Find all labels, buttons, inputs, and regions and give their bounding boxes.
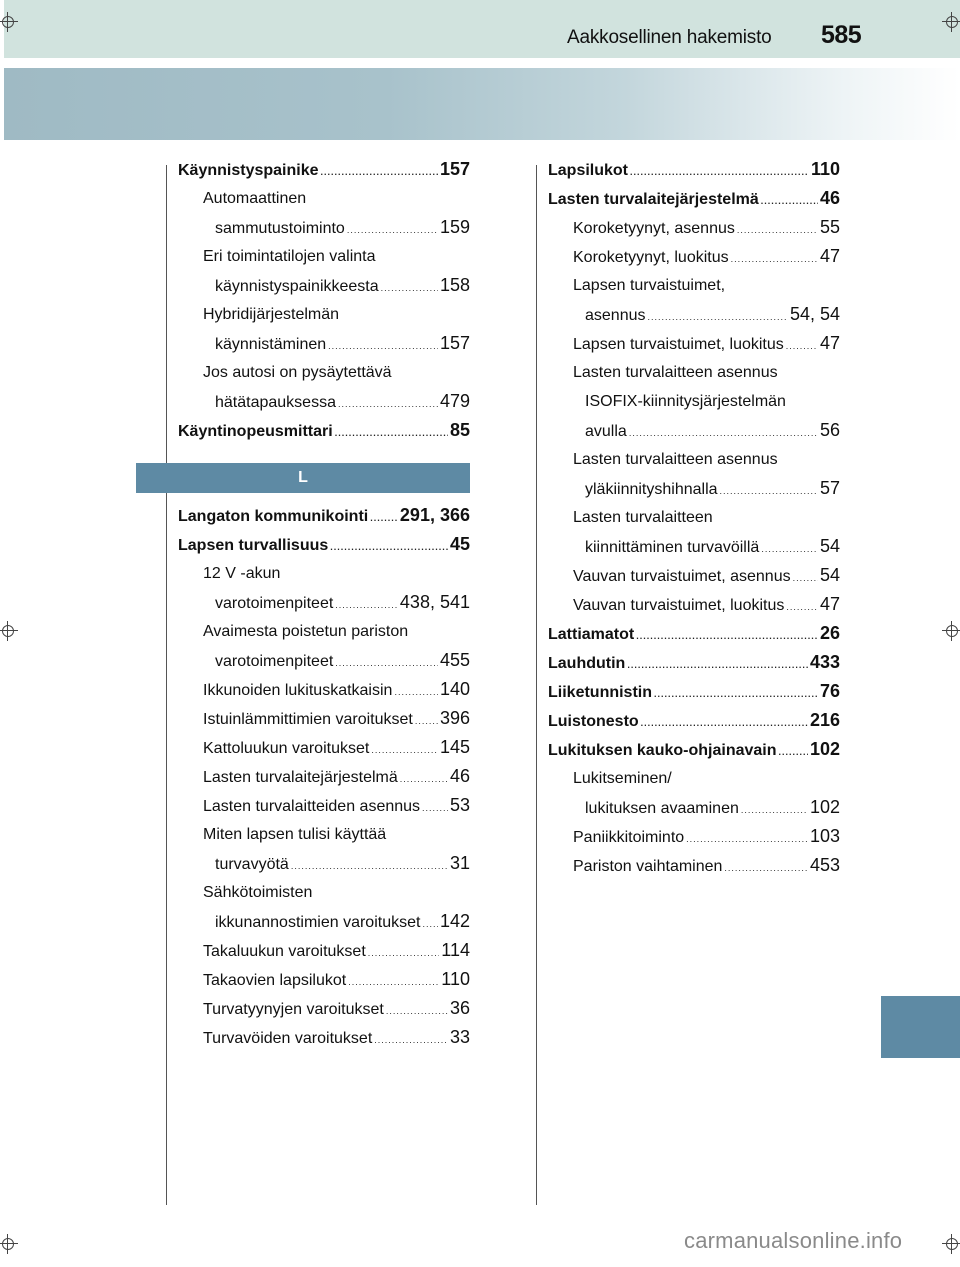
index-entry-label: Automaattinen: [203, 190, 307, 207]
index-entry: [548, 648, 840, 677]
index-entry-label: Lasten turvalaitejärjestelmä: [548, 191, 759, 208]
header-bar: [4, 0, 960, 58]
index-entry-label: ikkunannostimien varoitukset: [215, 914, 421, 931]
index-entry-page: 157: [439, 159, 470, 179]
index-entry-page: 140: [439, 679, 470, 699]
index-entry: [178, 675, 470, 704]
index-entry-page: 455: [439, 650, 470, 670]
index-entry-page: 45: [449, 534, 470, 554]
index-entry-label: Käyntinopeusmittari: [178, 423, 333, 440]
index-entry: [178, 588, 470, 617]
index-list-k: [178, 155, 470, 445]
index-entry-label: Avaimesta poistetun pariston: [203, 623, 409, 640]
index-entry-label: Lapsen turvaistuimet,: [573, 277, 726, 294]
index-entry: [178, 733, 470, 762]
dot-leader: [422, 910, 438, 939]
index-entry: [178, 213, 470, 242]
index-entry: [178, 994, 470, 1023]
index-entry: [178, 849, 470, 878]
index-entry-page: 85: [449, 420, 470, 440]
index-entry: [178, 820, 470, 849]
index-entry-page: 158: [439, 275, 470, 295]
index-entry-page: 54, 54: [789, 304, 840, 324]
index-entry-label: Kattoluukun varoitukset: [203, 740, 370, 757]
index-entry-page: 54: [819, 565, 840, 585]
index-entry-label: Lukitseminen/: [573, 770, 672, 787]
index-entry: [548, 271, 840, 300]
index-entry: [548, 706, 840, 735]
index-entry: [178, 762, 470, 791]
dot-leader: [761, 535, 818, 564]
index-entry: [548, 387, 840, 416]
index-entry-page: 47: [819, 594, 840, 614]
index-entry-page: 102: [809, 797, 840, 817]
dot-leader: [348, 968, 439, 997]
dot-leader: [786, 593, 818, 622]
index-entry: [178, 184, 470, 213]
index-entry: [178, 965, 470, 994]
index-entry-label: Vauvan turvaistuimet, luokitus: [573, 597, 785, 614]
dot-leader: [291, 852, 448, 881]
index-entry-label: Jos autosi on pysäytettävä: [203, 364, 392, 381]
index-entry: [178, 242, 470, 271]
index-entry: [178, 559, 470, 588]
registration-mark-icon: [942, 1234, 960, 1254]
index-entry-label: hätätapauksessa: [215, 394, 336, 411]
dot-leader: [374, 1026, 448, 1055]
index-entry-label: käynnistäminen: [215, 336, 327, 353]
index-entry-page: 31: [449, 853, 470, 873]
index-entry-page: 46: [449, 766, 470, 786]
dot-leader: [793, 564, 818, 593]
registration-mark-icon: [942, 12, 960, 32]
index-entry-label: Lasten turvalaitteiden asennus: [203, 798, 421, 815]
index-entry-label: Lasten turvalaitejärjestelmä: [203, 769, 398, 786]
index-entry-page: 159: [439, 217, 470, 237]
index-entry-page: 57: [819, 478, 840, 498]
dot-leader: [335, 419, 448, 448]
index-entry-label: Lasten turvalaitteen: [573, 509, 713, 526]
dot-leader: [400, 765, 448, 794]
registration-mark-icon: [942, 621, 960, 641]
index-entry: [548, 300, 840, 329]
index-entry: [548, 474, 840, 503]
index-entry-label: ISOFIX-kiinnitysjärjestelmän: [585, 393, 786, 410]
index-entry: [178, 907, 470, 936]
column-rule-right: [536, 165, 537, 1205]
index-entry-page: 479: [439, 391, 470, 411]
index-entry-page: 157: [439, 333, 470, 353]
index-entry: [178, 791, 470, 820]
index-entry-label: Pariston vaihtaminen: [573, 858, 723, 875]
page-number: 585: [821, 21, 862, 49]
dot-leader: [731, 245, 818, 274]
index-entry: [178, 271, 470, 300]
dot-leader: [381, 274, 438, 303]
index-entry: [548, 416, 840, 445]
index-entry: [548, 793, 840, 822]
index-entry: [178, 387, 470, 416]
index-entry: [548, 851, 840, 880]
index-entry: [548, 213, 840, 242]
index-entry: [548, 764, 840, 793]
index-entry-label: Lapsen turvallisuus: [178, 537, 329, 554]
dot-leader: [741, 796, 808, 825]
index-entry: [548, 619, 840, 648]
dot-leader: [335, 649, 438, 678]
index-entry-label: Langaton kommunikointi: [178, 508, 369, 525]
index-entry-label: Turvavöiden varoitukset: [203, 1030, 373, 1047]
index-entry: [178, 329, 470, 358]
index-entry-page: 110: [441, 969, 470, 989]
registration-mark-icon: [0, 621, 18, 641]
dot-leader: [347, 216, 438, 245]
index-column-left: [178, 155, 470, 1052]
dot-leader: [786, 332, 818, 361]
index-entry-page: 102: [809, 739, 840, 759]
index-entry: [178, 530, 470, 559]
index-entry-label: Sähkötoimisten: [203, 884, 313, 901]
index-entry-label: Lukituksen kauko-ohjainavain: [548, 742, 777, 759]
index-entry-page: 47: [819, 246, 840, 266]
index-entry: [548, 735, 840, 764]
index-entry-page: 216: [809, 710, 840, 730]
registration-mark-icon: [0, 12, 18, 32]
index-entry-label: Luistonesto: [548, 713, 639, 730]
index-list-l-continued: [548, 155, 840, 880]
index-entry-label: varotoimenpiteet: [215, 595, 334, 612]
index-entry: [548, 677, 840, 706]
index-entry-label: Vauvan turvaistuimet, asennus: [573, 568, 791, 585]
index-entry-page: 56: [819, 420, 840, 440]
index-entry-label: 12 V -akun: [203, 565, 281, 582]
index-entry-page: 114: [441, 940, 470, 960]
index-entry-label: Takaovien lapsilukot: [203, 972, 347, 989]
dot-leader: [394, 678, 438, 707]
index-entry: [548, 155, 840, 184]
index-entry-label: avulla: [585, 423, 627, 440]
index-entry-label: lukituksen avaaminen: [585, 800, 739, 817]
index-entry-label: turvavyötä: [215, 856, 289, 873]
index-entry-page: 396: [439, 708, 470, 728]
dot-leader: [630, 158, 809, 187]
header-gradient-band: [4, 68, 960, 140]
index-entry-label: Lauhdutin: [548, 655, 626, 672]
index-entry-page: 76: [819, 681, 840, 701]
index-entry: [178, 617, 470, 646]
watermark-text: carmanualsonline.info: [684, 1228, 903, 1253]
index-entry-page: 453: [809, 855, 840, 875]
dot-leader: [338, 390, 438, 419]
index-entry-page: 145: [439, 737, 470, 757]
dot-leader: [761, 187, 818, 216]
index-entry: [548, 184, 840, 213]
dot-leader: [368, 939, 440, 968]
index-entry-label: Hybridijärjestelmän: [203, 306, 340, 323]
index-entry: [178, 358, 470, 387]
index-entry-label: kiinnittäminen turvavöillä: [585, 539, 760, 556]
index-entry: [178, 416, 470, 445]
index-entry-label: Lattiamatot: [548, 626, 635, 643]
index-entry-label: sammutustoiminto: [215, 220, 345, 237]
index-entry-label: Lapsilukot: [548, 162, 629, 179]
index-entry-label: Istuinlämmittimien varoitukset: [203, 711, 413, 728]
index-entry: [548, 822, 840, 851]
dot-leader: [321, 158, 438, 187]
index-column-right: [548, 155, 840, 880]
index-entry-label: Käynnistyspainike: [178, 162, 319, 179]
dot-leader: [654, 680, 818, 709]
index-entry: [548, 358, 840, 387]
dot-leader: [370, 504, 398, 533]
index-entry-page: 142: [439, 911, 470, 931]
index-entry-page: 54: [819, 536, 840, 556]
column-rule-left: [166, 165, 167, 1205]
dot-leader: [648, 303, 788, 332]
index-entry-page: 33: [449, 1027, 470, 1047]
index-entry: [178, 878, 470, 907]
dot-leader: [415, 707, 438, 736]
index-entry-label: yläkiinnityshihnalla: [585, 481, 718, 498]
index-entry: [178, 704, 470, 733]
index-entry-label: Turvatyynyjen varoitukset: [203, 1001, 384, 1018]
index-entry-label: Takaluukun varoitukset: [203, 943, 366, 960]
index-entry-page: 433: [809, 652, 840, 672]
dot-leader: [386, 997, 448, 1026]
index-entry: [548, 532, 840, 561]
index-entry: [548, 329, 840, 358]
dot-leader: [686, 825, 808, 854]
index-entry: [548, 242, 840, 271]
section-letter-band: L: [136, 463, 470, 493]
index-entry-label: käynnistyspainikkeesta: [215, 278, 379, 295]
index-entry: [548, 445, 840, 474]
registration-mark-icon: [0, 1234, 18, 1254]
index-entry-label: Liiketunnistin: [548, 684, 652, 701]
index-entry: [178, 300, 470, 329]
index-entry-page: 55: [819, 217, 840, 237]
dot-leader: [779, 738, 808, 767]
index-entry-page: 46: [819, 188, 840, 208]
dot-leader: [328, 332, 438, 361]
index-entry-label: Koroketyynyt, asennus: [573, 220, 735, 237]
index-entry-page: 291, 366: [399, 505, 470, 525]
index-entry: [178, 155, 470, 184]
index-entry: [178, 646, 470, 675]
dot-leader: [737, 216, 818, 245]
dot-leader: [636, 622, 818, 651]
dot-leader: [330, 533, 448, 562]
dot-leader: [641, 709, 808, 738]
dot-leader: [629, 419, 818, 448]
index-entry-label: Ikkunoiden lukituskatkaisin: [203, 682, 393, 699]
dot-leader: [720, 477, 818, 506]
index-entry-label: Miten lapsen tulisi käyttää: [203, 826, 387, 843]
dot-leader: [422, 794, 448, 823]
index-entry-page: 110: [810, 159, 840, 179]
index-entry-page: 438, 541: [399, 592, 470, 612]
index-entry-label: Lapsen turvaistuimet, luokitus: [573, 336, 784, 353]
chapter-side-tab: [881, 996, 960, 1058]
index-entry-page: 47: [819, 333, 840, 353]
dot-leader: [724, 854, 808, 883]
index-entry-label: Koroketyynyt, luokitus: [573, 249, 729, 266]
index-entry: [548, 561, 840, 590]
dot-leader: [335, 591, 398, 620]
page-header-title: Aakkosellinen hakemisto: [567, 27, 772, 48]
index-list-l: [178, 501, 470, 1052]
index-entry-label: asennus: [585, 307, 646, 324]
dot-leader: [371, 736, 438, 765]
dot-leader: [627, 651, 808, 680]
index-entry-page: 103: [809, 826, 840, 846]
index-entry-page: 36: [449, 998, 470, 1018]
index-entry: [178, 1023, 470, 1052]
index-entry: [548, 503, 840, 532]
index-entry: [178, 501, 470, 530]
index-entry-page: 53: [449, 795, 470, 815]
index-entry-label: Eri toimintatilojen valinta: [203, 248, 376, 265]
index-entry-page: 26: [819, 623, 840, 643]
index-entry: [548, 590, 840, 619]
index-entry-label: varotoimenpiteet: [215, 653, 334, 670]
index-entry-label: Lasten turvalaitteen asennus: [573, 451, 778, 468]
index-entry: [178, 936, 470, 965]
index-entry-label: Lasten turvalaitteen asennus: [573, 364, 778, 381]
index-entry-label: Paniikkitoiminto: [573, 829, 685, 846]
